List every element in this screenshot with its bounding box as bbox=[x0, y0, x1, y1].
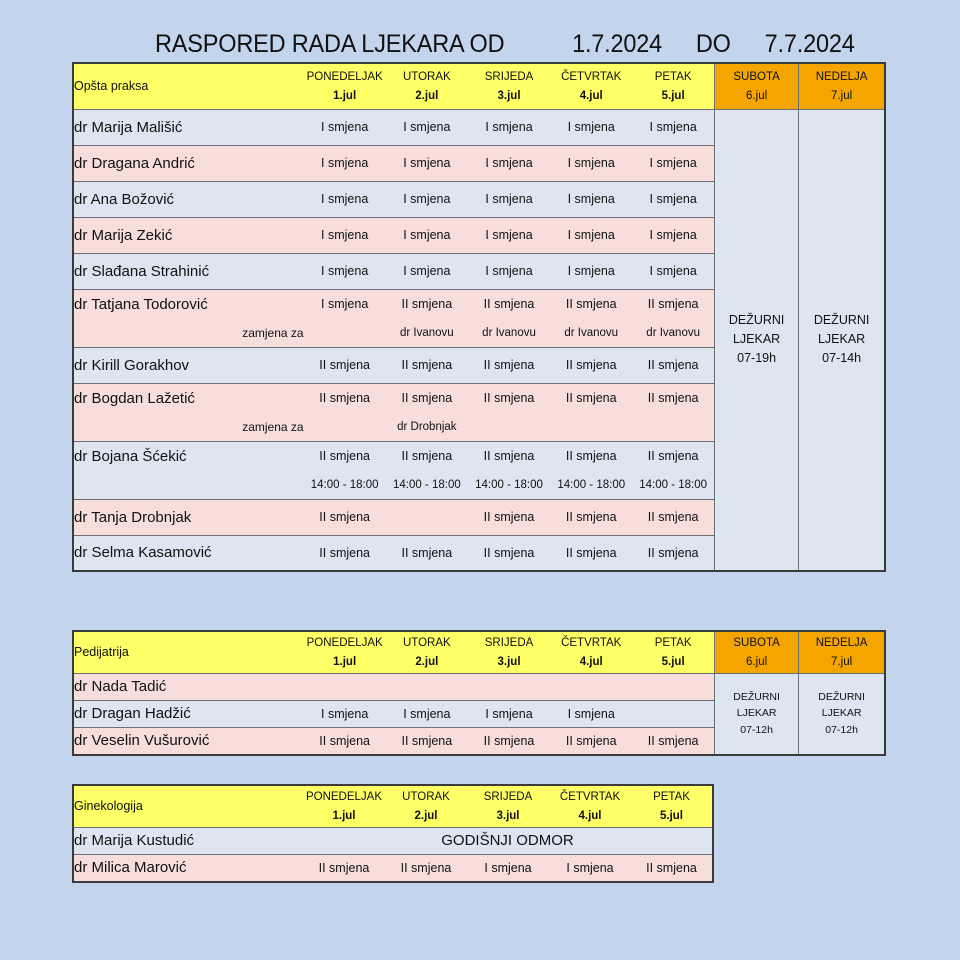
table-row bbox=[73, 673, 885, 700]
duty-line-2: LJEKAR bbox=[732, 332, 781, 347]
header-monday-date: 1.jul bbox=[333, 89, 357, 102]
shift-cell: II smjena bbox=[386, 535, 468, 571]
doctor-name: dr Dragan Hadžić bbox=[73, 700, 304, 727]
shift-cell: I smjena bbox=[550, 145, 632, 181]
substitution-label: zamjena za bbox=[73, 413, 304, 441]
header-tuesday-name: UTORAK bbox=[402, 70, 451, 83]
time-range-cell: 14:00 - 18:00 bbox=[468, 471, 550, 499]
shift-cell: I smjena bbox=[632, 181, 714, 217]
shift-cell: II smjena bbox=[468, 499, 550, 535]
substitution-cell: dr Ivanovu bbox=[550, 319, 632, 347]
shift-cell: I smjena bbox=[304, 289, 386, 319]
shift-cell: II smjena bbox=[550, 535, 632, 571]
header-wednesday bbox=[468, 631, 550, 673]
shift-cell: I smjena bbox=[550, 700, 632, 727]
shift-cell: II smjena bbox=[304, 441, 386, 471]
shift-cell: I smjena bbox=[386, 145, 468, 181]
substitution-cell bbox=[304, 413, 386, 441]
shift-cell: I smjena bbox=[304, 145, 386, 181]
header-friday-name: PETAK bbox=[653, 790, 690, 803]
department-label: Pedijatrija bbox=[73, 631, 304, 673]
shift-cell: I smjena bbox=[549, 854, 631, 882]
duty-line-1: DEŽURNI bbox=[818, 691, 865, 704]
header-saturday-name: SUBOTA bbox=[733, 70, 780, 83]
table-header-row bbox=[73, 63, 885, 109]
substitution-cell bbox=[304, 319, 386, 347]
duty-line-1: DEŽURNI bbox=[733, 691, 780, 704]
shift-cell: II smjena bbox=[550, 347, 632, 383]
shift-cell: I smjena bbox=[467, 854, 549, 882]
date-range-connector: DO bbox=[695, 30, 731, 58]
header-wednesday bbox=[468, 63, 550, 109]
shift-cell bbox=[550, 673, 632, 700]
schedule-table-ginekologija bbox=[72, 784, 714, 883]
table-header-row bbox=[73, 785, 713, 827]
doctor-name: dr Marija Mališić bbox=[73, 109, 304, 145]
substitution-cell bbox=[468, 413, 550, 441]
header-thursday-name: ČETVRTAK bbox=[561, 70, 622, 83]
substitution-cell: dr Ivanovu bbox=[632, 319, 714, 347]
shift-cell: II smjena bbox=[386, 727, 468, 755]
shift-cell: I smjena bbox=[632, 217, 714, 253]
doctor-name: dr Milica Marović bbox=[73, 854, 303, 882]
doctor-name: dr Ana Božović bbox=[73, 181, 304, 217]
shift-cell: I smjena bbox=[468, 109, 550, 145]
shift-cell: I smjena bbox=[304, 253, 386, 289]
header-monday bbox=[304, 63, 386, 109]
header-tuesday-name: UTORAK bbox=[402, 636, 451, 649]
header-monday-name: PONEDELJAK bbox=[306, 636, 383, 649]
header-thursday bbox=[549, 785, 631, 827]
substitution-cell: dr Ivanovu bbox=[386, 319, 468, 347]
doctor-name: dr Tatjana Todorović bbox=[73, 289, 304, 319]
shift-cell bbox=[632, 700, 714, 727]
page-title-text: RASPORED RADA LJEKARA OD bbox=[155, 30, 505, 58]
header-thursday-name: ČETVRTAK bbox=[561, 636, 622, 649]
header-monday bbox=[303, 785, 385, 827]
shift-cell: II smjena bbox=[304, 727, 386, 755]
header-thursday-date: 4.jul bbox=[579, 89, 603, 102]
shift-cell: I smjena bbox=[304, 109, 386, 145]
time-range-cell: 14:00 - 18:00 bbox=[304, 471, 386, 499]
shift-cell: I smjena bbox=[550, 109, 632, 145]
header-monday-name: PONEDELJAK bbox=[306, 70, 383, 83]
weekend-duty-sunday bbox=[799, 673, 885, 755]
header-friday bbox=[632, 63, 714, 109]
page-title bbox=[155, 30, 855, 59]
shift-cell: I smjena bbox=[468, 700, 550, 727]
schedule-table-pedijatrija bbox=[72, 630, 886, 756]
shift-cell: II smjena bbox=[303, 854, 385, 882]
doctor-name: dr Bogdan Lažetić bbox=[73, 383, 304, 413]
header-thursday-date: 4.jul bbox=[579, 655, 603, 668]
header-sunday-date: 7.jul bbox=[831, 89, 853, 102]
duty-line-3: 07-12h bbox=[740, 723, 773, 736]
substitution-label: zamjena za bbox=[73, 319, 304, 347]
header-friday bbox=[631, 785, 713, 827]
header-friday-date: 5.jul bbox=[659, 809, 683, 822]
header-tuesday-date: 2.jul bbox=[415, 655, 439, 668]
duty-line-1: DEŽURNI bbox=[813, 312, 870, 327]
header-tuesday bbox=[386, 631, 468, 673]
doctor-name: dr Kirill Gorakhov bbox=[73, 347, 304, 383]
table-row bbox=[73, 109, 885, 145]
header-tuesday-date: 2.jul bbox=[414, 809, 438, 822]
substitution-cell bbox=[550, 413, 632, 441]
shift-cell: II smjena bbox=[632, 383, 714, 413]
shift-cell: II smjena bbox=[304, 347, 386, 383]
header-saturday-date: 6.jul bbox=[746, 89, 768, 102]
header-wednesday-name: SRIJEDA bbox=[484, 636, 534, 649]
time-range-label bbox=[73, 471, 304, 499]
shift-cell: I smjena bbox=[550, 181, 632, 217]
doctor-name: dr Bojana Šćekić bbox=[73, 441, 304, 471]
shift-cell: II smjena bbox=[632, 347, 714, 383]
header-monday-date: 1.jul bbox=[333, 655, 357, 668]
shift-cell bbox=[386, 673, 468, 700]
shift-cell: II smjena bbox=[386, 289, 468, 319]
header-thursday bbox=[550, 63, 632, 109]
shift-cell: II smjena bbox=[385, 854, 467, 882]
header-saturday bbox=[715, 631, 799, 673]
header-monday bbox=[304, 631, 386, 673]
header-saturday bbox=[715, 63, 799, 109]
shift-cell: II smjena bbox=[304, 383, 386, 413]
header-friday bbox=[632, 631, 714, 673]
doctor-name: dr Dragana Andrić bbox=[73, 145, 304, 181]
shift-cell: II smjena bbox=[632, 499, 714, 535]
duty-line-2: LJEKAR bbox=[817, 332, 866, 347]
substitution-cell: dr Ivanovu bbox=[468, 319, 550, 347]
shift-cell: I smjena bbox=[386, 217, 468, 253]
shift-cell: I smjena bbox=[304, 217, 386, 253]
shift-cell: I smjena bbox=[304, 700, 386, 727]
shift-cell: I smjena bbox=[550, 217, 632, 253]
shift-cell: II smjena bbox=[468, 535, 550, 571]
weekend-duty-sunday bbox=[799, 109, 885, 571]
shift-cell: I smjena bbox=[632, 109, 714, 145]
vacation-cell: GODIŠNJI ODMOR bbox=[303, 827, 713, 854]
shift-cell: II smjena bbox=[550, 289, 632, 319]
header-sunday-name: NEDELJA bbox=[815, 636, 868, 649]
header-wednesday-date: 3.jul bbox=[497, 655, 521, 668]
shift-cell bbox=[386, 499, 468, 535]
duty-line-3: 07-14h bbox=[822, 351, 862, 366]
header-wednesday-date: 3.jul bbox=[496, 809, 520, 822]
shift-cell: II smjena bbox=[632, 535, 714, 571]
shift-cell: I smjena bbox=[468, 181, 550, 217]
shift-cell: II smjena bbox=[631, 854, 713, 882]
header-friday-name: PETAK bbox=[654, 70, 692, 83]
header-friday-date: 5.jul bbox=[661, 655, 685, 668]
duty-line-3: 07-12h bbox=[825, 723, 858, 736]
doctor-name: dr Marija Zekić bbox=[73, 217, 304, 253]
header-wednesday-name: SRIJEDA bbox=[484, 70, 534, 83]
department-label: Ginekologija bbox=[73, 785, 303, 827]
shift-cell: I smjena bbox=[386, 700, 468, 727]
shift-cell: I smjena bbox=[304, 181, 386, 217]
date-range-to: 7.7.2024 bbox=[764, 30, 855, 58]
shift-cell: II smjena bbox=[386, 441, 468, 471]
shift-cell: II smjena bbox=[632, 289, 714, 319]
header-sunday bbox=[799, 631, 885, 673]
shift-cell: II smjena bbox=[550, 383, 632, 413]
header-saturday-date: 6.jul bbox=[746, 655, 768, 668]
time-range-cell: 14:00 - 18:00 bbox=[550, 471, 632, 499]
shift-cell: II smjena bbox=[386, 383, 468, 413]
doctor-name: dr Slađana Strahinić bbox=[73, 253, 304, 289]
header-friday-name: PETAK bbox=[654, 636, 692, 649]
duty-line-2: LJEKAR bbox=[736, 707, 777, 720]
time-range-cell: 14:00 - 18:00 bbox=[386, 471, 468, 499]
doctor-name: dr Veselin Vušurović bbox=[73, 727, 304, 755]
shift-cell: II smjena bbox=[468, 289, 550, 319]
doctor-name: dr Tanja Drobnjak bbox=[73, 499, 304, 535]
weekend-duty-saturday bbox=[715, 109, 799, 571]
header-sunday-name: NEDELJA bbox=[815, 70, 868, 83]
doctor-name: dr Nada Tadić bbox=[73, 673, 304, 700]
table-header-row bbox=[73, 631, 885, 673]
substitution-cell: dr Drobnjak bbox=[386, 413, 468, 441]
shift-cell: II smjena bbox=[550, 499, 632, 535]
shift-cell: II smjena bbox=[468, 441, 550, 471]
header-sunday bbox=[799, 63, 885, 109]
shift-cell: II smjena bbox=[304, 499, 386, 535]
shift-cell bbox=[468, 673, 550, 700]
shift-cell: I smjena bbox=[632, 145, 714, 181]
shift-cell: II smjena bbox=[632, 727, 714, 755]
shift-cell: II smjena bbox=[468, 347, 550, 383]
shift-cell: I smjena bbox=[468, 217, 550, 253]
shift-cell: I smjena bbox=[386, 109, 468, 145]
header-friday-date: 5.jul bbox=[661, 89, 685, 102]
shift-cell bbox=[632, 673, 714, 700]
shift-cell: I smjena bbox=[550, 253, 632, 289]
header-sunday-date: 7.jul bbox=[831, 655, 853, 668]
shift-cell bbox=[304, 673, 386, 700]
header-wednesday-date: 3.jul bbox=[497, 89, 521, 102]
schedule-table-opsta-praksa bbox=[72, 62, 886, 572]
shift-cell: II smjena bbox=[468, 727, 550, 755]
header-tuesday-date: 2.jul bbox=[415, 89, 439, 102]
header-tuesday bbox=[386, 63, 468, 109]
doctor-name: dr Selma Kasamović bbox=[73, 535, 304, 571]
header-thursday bbox=[550, 631, 632, 673]
shift-cell: II smjena bbox=[386, 347, 468, 383]
header-tuesday bbox=[385, 785, 467, 827]
duty-line-2: LJEKAR bbox=[821, 707, 862, 720]
shift-cell: II smjena bbox=[550, 727, 632, 755]
header-saturday-name: SUBOTA bbox=[733, 636, 780, 649]
weekend-duty-saturday bbox=[715, 673, 799, 755]
header-wednesday-name: SRIJEDA bbox=[483, 790, 533, 803]
shift-cell: I smjena bbox=[386, 181, 468, 217]
doctor-name: dr Marija Kustudić bbox=[73, 827, 303, 854]
duty-line-1: DEŽURNI bbox=[728, 312, 785, 327]
shift-cell: II smjena bbox=[468, 383, 550, 413]
shift-cell: II smjena bbox=[632, 441, 714, 471]
header-monday-name: PONEDELJAK bbox=[305, 790, 383, 803]
header-thursday-name: ČETVRTAK bbox=[559, 790, 621, 803]
substitution-cell bbox=[632, 413, 714, 441]
shift-cell: I smjena bbox=[468, 253, 550, 289]
department-label: Opšta praksa bbox=[73, 63, 304, 109]
shift-cell: II smjena bbox=[550, 441, 632, 471]
header-wednesday bbox=[467, 785, 549, 827]
shift-cell: II smjena bbox=[304, 535, 386, 571]
header-thursday-date: 4.jul bbox=[578, 809, 602, 822]
table-row bbox=[73, 854, 713, 882]
date-range-from: 1.7.2024 bbox=[572, 30, 663, 58]
shift-cell: I smjena bbox=[632, 253, 714, 289]
header-monday-date: 1.jul bbox=[332, 809, 356, 822]
table-row bbox=[73, 827, 713, 854]
duty-line-3: 07-19h bbox=[737, 351, 777, 366]
header-tuesday-name: UTORAK bbox=[402, 790, 450, 803]
time-range-cell: 14:00 - 18:00 bbox=[632, 471, 714, 499]
shift-cell: I smjena bbox=[386, 253, 468, 289]
shift-cell: I smjena bbox=[468, 145, 550, 181]
